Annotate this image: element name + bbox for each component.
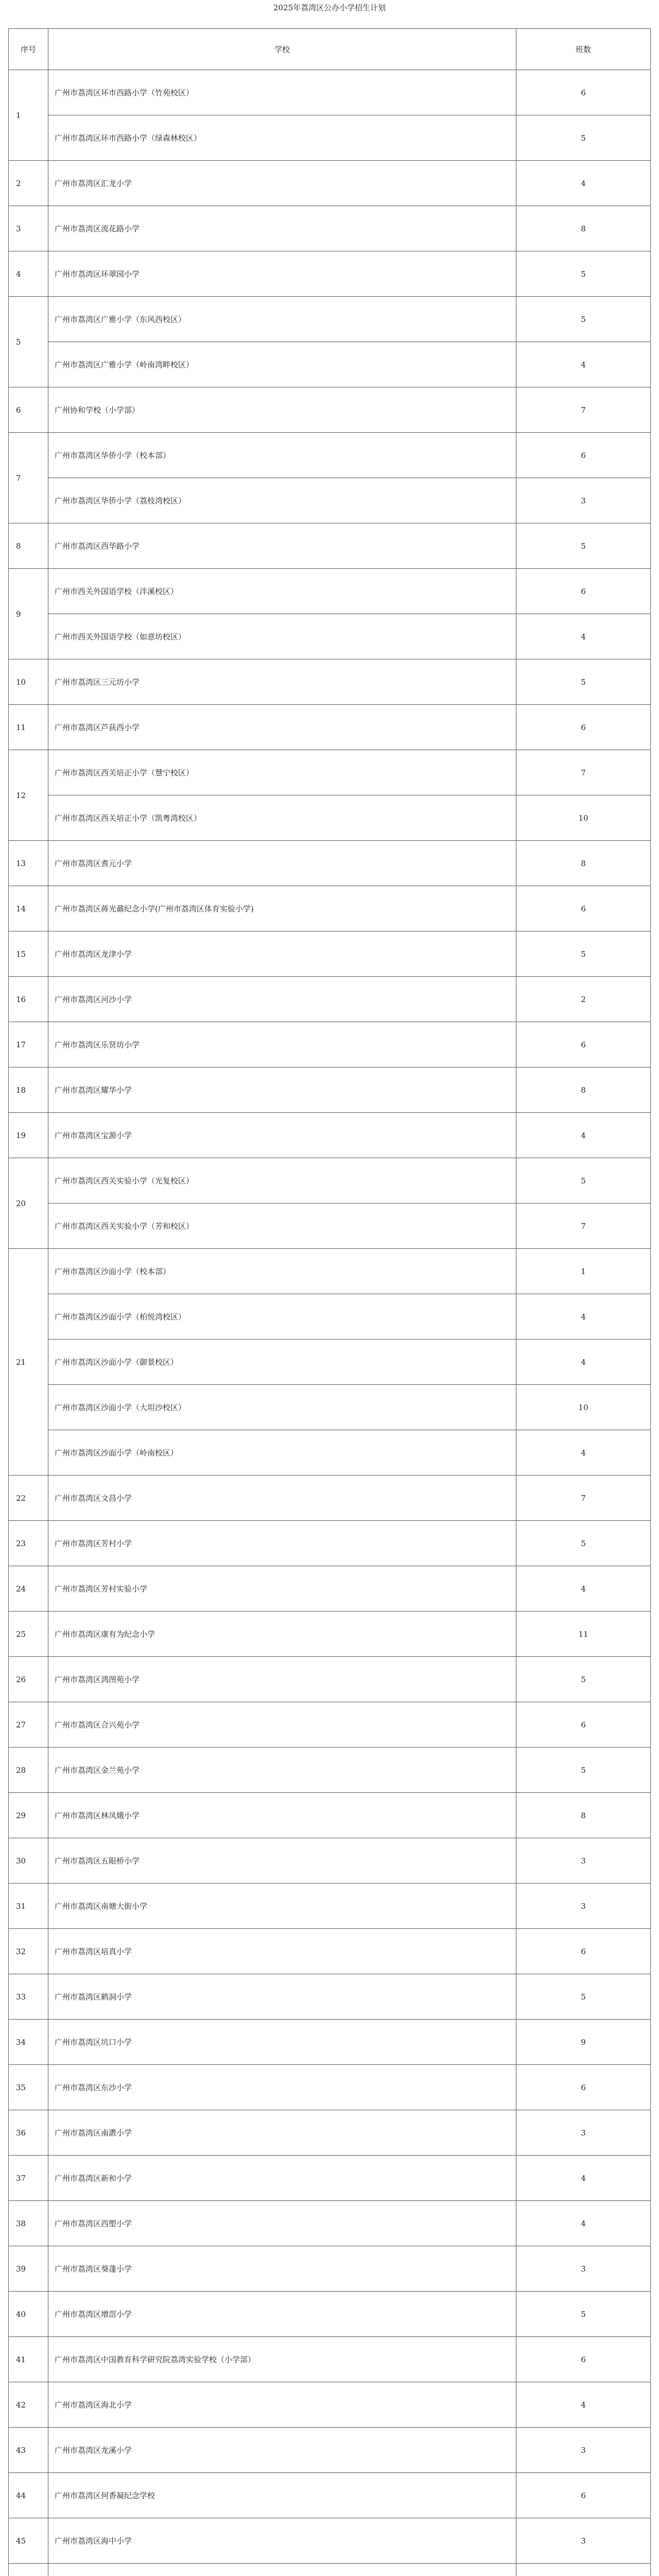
class-count: 5 [516,115,651,161]
school-name: 广州市荔湾区南塘大街小学 [48,1884,516,1929]
class-count: 3 [516,2246,651,2292]
table-row [9,2020,651,2065]
table-row [9,70,651,115]
row-number: 14 [9,886,48,931]
class-count: 8 [516,1793,651,1838]
school-name: 广州市荔湾区芳村小学 [48,1521,516,1566]
school-name: 广州市荔湾区西关实验小学（芳和校区） [48,1204,516,1249]
row-number: 27 [9,1702,48,1748]
row-number: 25 [9,1612,48,1657]
school-name: 广州市荔湾区西关培正小学（凯粤湾校区） [48,795,516,841]
table-row [9,614,651,659]
table-row [9,1838,651,1884]
table-row [9,2246,651,2292]
table-row [9,659,651,705]
table-row [9,886,651,931]
table-row [9,841,651,886]
class-count: 3 [516,1838,651,1884]
school-name: 广州市荔湾区环市西路小学（竹苑校区） [48,70,516,115]
header-no: 序号 [9,29,48,70]
table-row [9,750,651,795]
class-count: 5 [516,1521,651,1566]
row-number: 30 [9,1838,48,1884]
class-count: 6 [516,705,651,750]
class-count: 4 [516,614,651,659]
row-number [9,2564,48,2576]
row-number: 2 [9,161,48,206]
class-count: 10 [516,795,651,841]
row-number: 6 [9,387,48,433]
row-number: 12 [9,750,48,841]
class-count: 5 [516,1158,651,1204]
school-name: 广州市荔湾区新和小学 [48,2156,516,2201]
table-row [9,569,651,614]
class-count: 6 [516,2337,651,2382]
school-name: 广州市荔湾区海中小学 [48,2518,516,2564]
row-number: 22 [9,1476,48,1521]
row-number: 29 [9,1793,48,1838]
row-number: 1 [9,70,48,161]
school-name: 广州市荔湾区汇龙小学 [48,161,516,206]
row-number: 19 [9,1113,48,1158]
table-row [9,1521,651,1566]
row-number: 42 [9,2382,48,2428]
school-name: 广州市荔湾区中国教育科学研究院荔湾实验学校（小学部） [48,2337,516,2382]
row-number: 8 [9,523,48,569]
school-name: 广州市荔湾区康有为纪念小学 [48,1612,516,1657]
row-number: 28 [9,1748,48,1793]
school-name: 广州市荔湾区西塱小学 [48,2201,516,2246]
school-name: 广州市荔湾区葵蓬小学 [48,2246,516,2292]
school-name: 广州市荔湾区蒋光鼐纪念小学(广州市荔湾区体育实验小学) [48,886,516,931]
class-count: 7 [516,1204,651,1249]
header-school: 学校 [48,29,516,70]
school-name: 广州市荔湾区沙面小学（岭南校区） [48,1430,516,1476]
table-row [9,1793,651,1838]
class-count [516,2564,651,2576]
class-count: 7 [516,387,651,433]
table-row [9,2564,651,2576]
school-name: 广州市西关外国语学校（泮溪校区） [48,569,516,614]
school-name: 广州市荔湾区流花路小学 [48,206,516,251]
class-count: 5 [516,251,651,297]
class-count: 7 [516,1476,651,1521]
class-count: 10 [516,1385,651,1430]
school-name: 广州市荔湾区沙面小学（御景校区） [48,1340,516,1385]
document-title: 2025年荔湾区公办小学招生计划 [273,3,386,12]
class-count: 9 [516,2020,651,2065]
table-row [9,1113,651,1158]
table-row [9,1612,651,1657]
table-row [9,1974,651,2020]
class-count: 6 [516,70,651,115]
class-count: 6 [516,886,651,931]
table-row [9,1158,651,1204]
school-name: 广州市荔湾区芳村实验小学 [48,1566,516,1612]
table-row [9,1204,651,1249]
school-name: 广州市荔湾区环市西路小学（绿森林校区） [48,115,516,161]
row-number: 13 [9,841,48,886]
school-name: 广州市荔湾区广雅小学（岭南湾畔校区） [48,342,516,387]
school-name: 广州市荔湾区海北小学 [48,2382,516,2428]
row-number: 24 [9,1566,48,1612]
table-row [9,2292,651,2337]
table-row [9,2337,651,2382]
table-row [9,1249,651,1294]
class-count: 4 [516,1113,651,1158]
table-row [9,1702,651,1748]
table-row [9,1067,651,1113]
row-number: 35 [9,2065,48,2110]
class-count: 6 [516,569,651,614]
school-name: 广州市荔湾区西关实验小学（光复校区） [48,1158,516,1204]
school-name: 广州市荔湾区沙面小学（校本部） [48,1249,516,1294]
table-row [9,1385,651,1430]
class-count: 4 [516,2201,651,2246]
row-number: 16 [9,977,48,1022]
class-count: 4 [516,2382,651,2428]
table-row [9,297,651,342]
class-count: 5 [516,523,651,569]
school-name: 广州市荔湾区增滘小学 [48,2292,516,2337]
class-count: 5 [516,1657,651,1702]
class-count: 3 [516,1884,651,1929]
school-name: 广州市荔湾区培真小学 [48,1929,516,1974]
school-name: 广州市荔湾区南漖小学 [48,2110,516,2156]
school-name: 广州市荔湾区鸿图苑小学 [48,1657,516,1702]
class-count: 6 [516,2065,651,2110]
row-number: 17 [9,1022,48,1067]
row-number: 4 [9,251,48,297]
class-count: 4 [516,161,651,206]
class-count: 7 [516,750,651,795]
class-count: 5 [516,1748,651,1793]
table-row [9,161,651,206]
table-row [9,1657,651,1702]
class-count: 3 [516,2428,651,2473]
class-count: 8 [516,206,651,251]
table-row [9,251,651,297]
class-count: 5 [516,931,651,977]
row-number: 41 [9,2337,48,2382]
table-row [9,342,651,387]
school-name: 广州市荔湾区鹤洞小学 [48,1974,516,2020]
class-count: 8 [516,1067,651,1113]
row-number: 44 [9,2473,48,2518]
school-name: 广州市荔湾区龙溪小学 [48,2428,516,2473]
school-name: 广州市荔湾区五眼桥小学 [48,1838,516,1884]
school-name: 广州市荔湾区华侨小学（荔枝湾校区） [48,478,516,523]
school-name: 广州市荔湾区芦荻西小学 [48,705,516,750]
class-count: 4 [516,2156,651,2201]
school-name: 广州市荔湾区坑口小学 [48,2020,516,2065]
enrollment-plan-table [8,28,651,2576]
table-row [9,433,651,478]
school-name: 广州市荔湾区文昌小学 [48,1476,516,1521]
row-number: 34 [9,2020,48,2065]
school-name: 广州市荔湾区广雅小学（东风西校区） [48,297,516,342]
row-number: 15 [9,931,48,977]
school-name: 广州市荔湾区何香凝纪念学校 [48,2473,516,2518]
table-row [9,2382,651,2428]
class-count: 5 [516,297,651,342]
table-row [9,1566,651,1612]
class-count: 3 [516,478,651,523]
school-name: 广州市荔湾区沙面小学（大坦沙校区） [48,1385,516,1430]
table-row [9,2110,651,2156]
school-name: 广州市西关外国语学校（如意坊校区） [48,614,516,659]
row-number: 21 [9,1249,48,1476]
row-number: 5 [9,297,48,387]
school-name: 广州市荔湾区乐贤坊小学 [48,1022,516,1067]
class-count: 4 [516,1340,651,1385]
table-row [9,977,651,1022]
table-row [9,1929,651,1974]
table-body [9,29,651,2576]
row-number: 18 [9,1067,48,1113]
school-name: 广州市荔湾区华侨小学（校本部） [48,433,516,478]
row-number: 38 [9,2201,48,2246]
table-row [9,2428,651,2473]
row-number: 43 [9,2428,48,2473]
school-name: 广州市荔湾区林凤娥小学 [48,1793,516,1838]
class-count: 5 [516,2292,651,2337]
row-number: 10 [9,659,48,705]
school-name: 广州市荔湾区耀华小学 [48,1067,516,1113]
row-number: 9 [9,569,48,659]
class-count: 4 [516,1566,651,1612]
school-name: 广州市荔湾区沙面小学（柏悦湾校区） [48,1294,516,1340]
table-row [9,2473,651,2518]
table-row [9,1022,651,1067]
class-count: 4 [516,1430,651,1476]
school-name: 广州市荔湾区合兴苑小学 [48,1702,516,1748]
table-row [9,1884,651,1929]
school-name: 广州市荔湾区西华路小学 [48,523,516,569]
row-number: 23 [9,1521,48,1566]
row-number: 20 [9,1158,48,1249]
class-count: 8 [516,841,651,886]
table-row [9,115,651,161]
table-row [9,206,651,251]
table-row [9,1340,651,1385]
table-row [9,2156,651,2201]
class-count: 4 [516,1294,651,1340]
table-row [9,1294,651,1340]
table-row [9,2518,651,2564]
class-count: 3 [516,2110,651,2156]
row-number: 26 [9,1657,48,1702]
class-count: 6 [516,2473,651,2518]
school-name: 广州市荔湾区西关培正小学（慧宁校区） [48,750,516,795]
table-row [9,478,651,523]
header-classes: 班数 [516,29,651,70]
class-count: 3 [516,2518,651,2564]
table-row [9,1748,651,1793]
school-name: 广州市荔湾区河沙小学 [48,977,516,1022]
school-name: 广州市荔湾区三元坊小学 [48,659,516,705]
school-name: 广州市荔湾区金兰苑小学 [48,1748,516,1793]
row-number: 32 [9,1929,48,1974]
school-name [48,2564,516,2576]
school-name: 广州市荔湾区东沙小学 [48,2065,516,2110]
row-number: 11 [9,705,48,750]
class-count: 11 [516,1612,651,1657]
table-row [9,1476,651,1521]
class-count: 6 [516,433,651,478]
class-count: 6 [516,1929,651,1974]
table-header-row [9,29,651,70]
row-number: 33 [9,1974,48,2020]
class-count: 1 [516,1249,651,1294]
table-row [9,2201,651,2246]
table-row [9,1430,651,1476]
class-count: 5 [516,659,651,705]
school-name: 广州市荔湾区耆元小学 [48,841,516,886]
class-count: 5 [516,1974,651,2020]
row-number: 39 [9,2246,48,2292]
table-row [9,931,651,977]
table-row [9,705,651,750]
row-number: 7 [9,433,48,523]
row-number: 45 [9,2518,48,2564]
school-name: 广州市荔湾区宝源小学 [48,1113,516,1158]
row-number: 37 [9,2156,48,2201]
class-count: 6 [516,1702,651,1748]
class-count: 6 [516,1022,651,1067]
class-count: 4 [516,342,651,387]
table-row [9,795,651,841]
school-name: 广州协和学校（小学部） [48,387,516,433]
row-number: 3 [9,206,48,251]
table-row [9,387,651,433]
row-number: 40 [9,2292,48,2337]
table-row [9,2065,651,2110]
row-number: 36 [9,2110,48,2156]
row-number: 31 [9,1884,48,1929]
school-name: 广州市荔湾区环翠园小学 [48,251,516,297]
class-count: 2 [516,977,651,1022]
table-row [9,523,651,569]
school-name: 广州市荔湾区龙津小学 [48,931,516,977]
